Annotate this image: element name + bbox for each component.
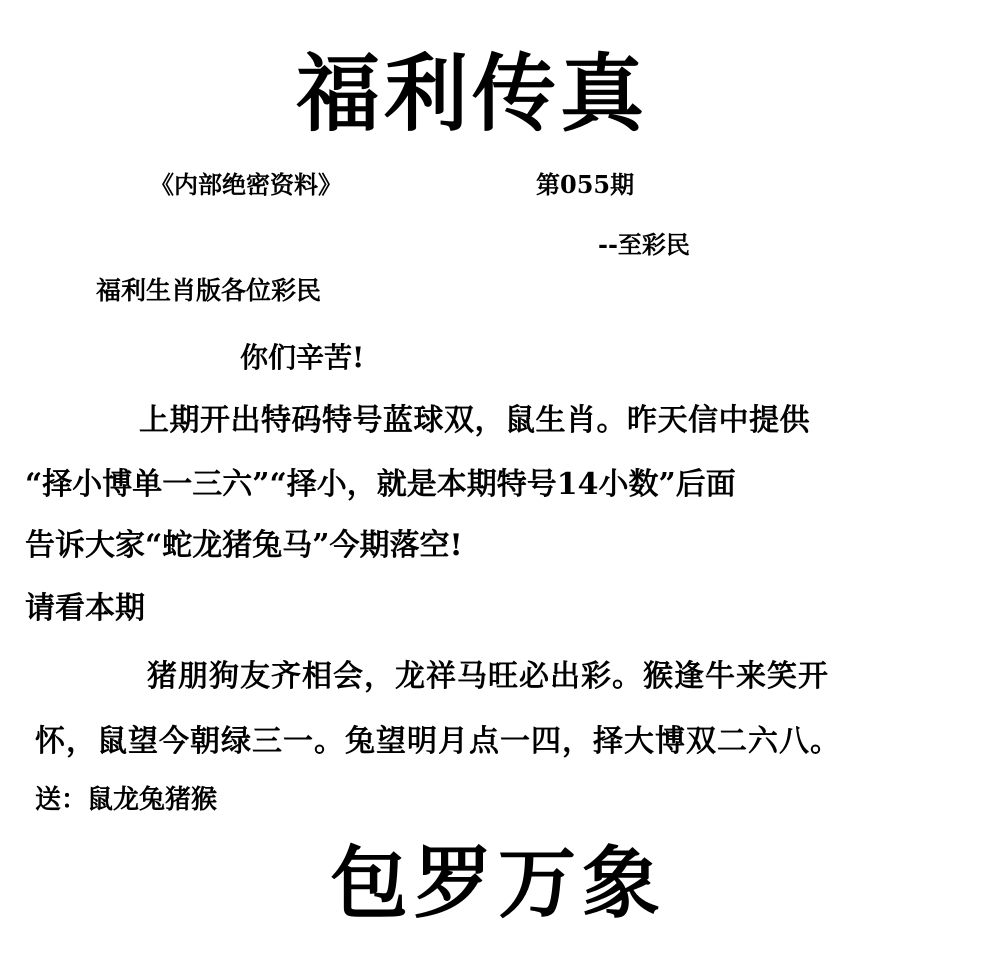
letter-greeting: 福利生肖版各位彩民 <box>96 276 322 305</box>
letter-thanks: 你们辛苦! <box>240 341 365 374</box>
letter-line: “择小博单一三六”“择小，就是本期特号14小数”后面 <box>25 467 736 502</box>
letter-line: 告诉大家“蛇龙猪兔马”今期落空! <box>25 528 463 563</box>
confidential-subtitle: 《内部绝密资料》 <box>150 170 342 199</box>
issue-number: 第055期 <box>536 170 635 199</box>
page-title: 福利传真 <box>296 44 649 143</box>
letter-line: 送：鼠龙兔猪猴 <box>35 785 218 815</box>
recipient-line: --至彩民 <box>598 230 690 259</box>
letter-line: 怀，鼠望今朝绿三一。兔望明月点一四，择大博双二六八。 <box>35 724 841 759</box>
closing-title: 包罗万象 <box>330 838 667 929</box>
letter-line: 上期开出特码特号蓝球双，鼠生肖。昨天信中提供 <box>139 403 810 438</box>
letter-line: 请看本期 <box>25 591 145 626</box>
letter-line: 猪朋狗友齐相会，龙祥马旺必出彩。猴逢牛来笑开 <box>147 659 829 694</box>
